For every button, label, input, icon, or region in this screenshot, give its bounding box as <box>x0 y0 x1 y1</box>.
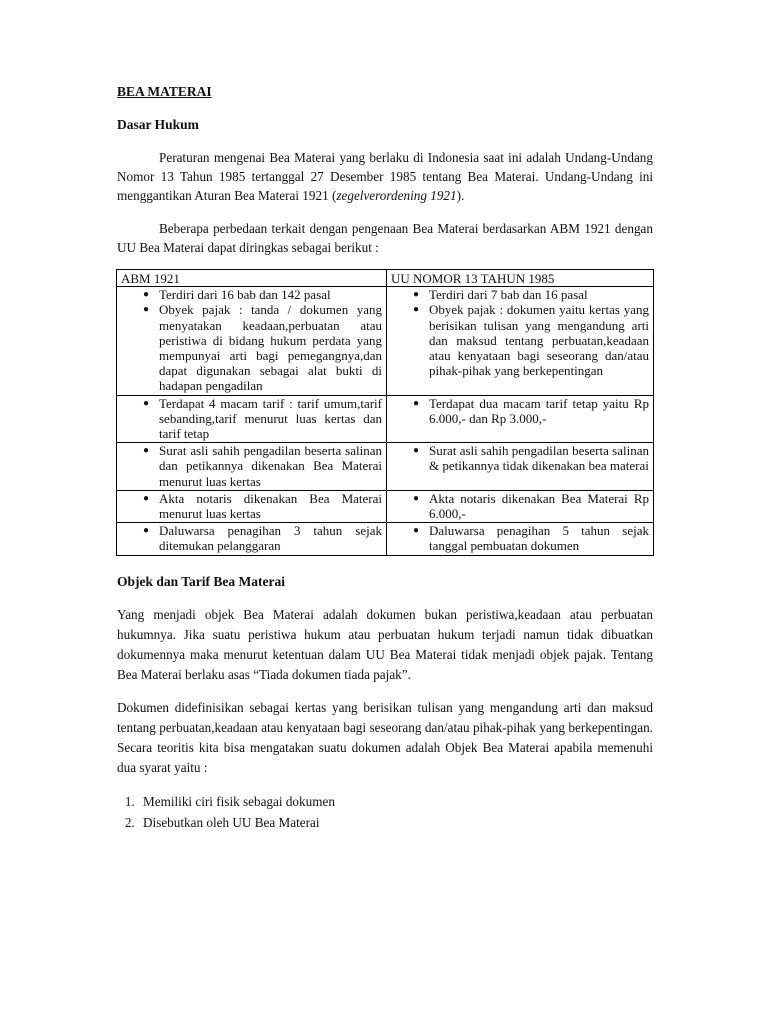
table-row <box>117 443 654 491</box>
list-item <box>391 443 649 473</box>
list-item-text: Daluwarsa penagihan 5 tahun sejak tanggal pembuatan dokumen <box>429 523 649 554</box>
list-item-text: Terdiri dari 7 bab dan 16 pasal <box>429 287 588 303</box>
table-row <box>117 490 654 522</box>
bullet-icon: ● <box>143 525 150 537</box>
list-item-text: Daluwarsa penagihan 3 tahun sejak ditemukan pelanggaran <box>159 523 382 554</box>
bullet-icon: ● <box>413 289 420 301</box>
bullet-icon: ● <box>143 289 150 301</box>
list-item <box>391 491 649 521</box>
document-title: BEA MATERAI <box>117 84 212 99</box>
table-row <box>117 395 654 443</box>
bullet-icon: ● <box>413 397 420 409</box>
table-row <box>117 287 654 395</box>
paragraph-comparison-intro: Beberapa perbedaan terkait dengan pengenaan Bea Materai berdasarkan ABM 1921 dengan UU Bea Materai dapat diringkas sebagai berikut : <box>117 221 653 255</box>
list-item <box>121 302 382 393</box>
table-header-row <box>117 270 654 287</box>
table-cell-left <box>117 443 387 491</box>
table-cell-left <box>117 523 387 555</box>
list-item <box>121 491 382 521</box>
table-cell-left <box>117 490 387 522</box>
list-item <box>391 287 649 302</box>
paragraph-object-definition: Yang menjadi objek Bea Materai adalah dokumen bukan peristiwa,keadaan atau perbuatan hukumnya. Jika suatu peristiwa hukum atau perbuatan hukum terjadi namun tidak dibuatkan dokumennya maka menurut ketentuan dalam UU Bea Materai tidak menjadi objek pajak. Tentang Bea Materai berlaku asas “Tiada dokumen tiada pajak”. <box>117 606 653 682</box>
list-item <box>391 396 649 426</box>
list-item: 2. Disebutkan oleh UU Bea Materai <box>138 812 653 833</box>
section-heading-objek-tarif: Objek dan Tarif Bea Materai <box>117 573 285 589</box>
table-header-uu-1985: UU NOMOR 13 TAHUN 1985 <box>387 270 654 287</box>
requirements-list <box>117 791 653 833</box>
table-header-abm-1921: ABM 1921 <box>117 270 387 287</box>
list-item-text: Obyek pajak : tanda / dokumen yang menyatakan keadaan,perbuatan atau peristiwa di bidang hukum perdata yang mempunyai arti bagi pemegangnya,dan dapat digunakan sebagai alat bukti di hadapan pengadilan <box>159 302 382 394</box>
bullet-icon: ● <box>413 525 420 537</box>
table-cell-right <box>387 523 654 555</box>
bullet-icon: ● <box>143 397 150 409</box>
table-row <box>117 523 654 555</box>
bullet-icon: ● <box>143 445 150 457</box>
bullet-icon: ● <box>143 304 150 316</box>
bullet-icon: ● <box>413 492 420 504</box>
table-cell-right <box>387 443 654 491</box>
list-item-text: Terdiri dari 16 bab dan 142 pasal <box>159 287 331 303</box>
paragraph-legal-basis <box>117 148 653 205</box>
list-item: 1. Memiliki ciri fisik sebagai dokumen <box>138 791 653 812</box>
paragraph-legal-basis-end: ). <box>456 188 465 203</box>
comparison-table <box>116 269 654 556</box>
list-item <box>391 523 649 553</box>
list-item-text: Akta notaris dikenakan Bea Materai Rp 6.000,- <box>429 490 649 522</box>
document-content <box>117 82 653 833</box>
table-cell-right <box>387 490 654 522</box>
list-item-text: Terdapat dua macam tarif tetap yaitu Rp 6.000,- dan Rp 3.000,- <box>429 395 649 426</box>
list-item-text: Surat asli sahih pengadilan beserta salinan dan petikannya dikenakan Bea Materai menurut luas kertas <box>159 443 382 489</box>
list-item-text: Obyek pajak : dokumen yaitu kertas yang berisikan tulisan yang mengandung arti dan maksud tentang perbuatan,keadaan atau kenyataan bagi seseorang dan/atau pihak-pihak yang berkepentingan <box>429 302 649 379</box>
bullet-icon: ● <box>413 445 420 457</box>
bullet-icon: ● <box>413 304 420 316</box>
paragraph-document-definition: Dokumen didefinisikan sebagai kertas yang berisikan tulisan yang mengandung arti dan maksud tentang perbuatan,keadaan atau kenyataan bagi seseorang dan/atau pihak-pihak yang berkepentingan. Secara teoritis kita bisa mengatakan suatu dokumen adalah Objek Bea Materai apabila memenuhi dua syarat yaitu : <box>117 699 653 775</box>
section-heading-dasar-hukum: Dasar Hukum <box>117 117 199 132</box>
list-item <box>121 523 382 553</box>
list-item-text: Surat asli sahih pengadilan beserta salinan & petikannya tidak dikenakan bea materai <box>429 443 649 474</box>
list-item-text: Akta notaris dikenakan Bea Materai menurut luas kertas <box>159 490 382 522</box>
table-cell-left <box>117 395 387 443</box>
table-cell-right <box>387 287 654 395</box>
paragraph-legal-basis-italic: zegelverordening 1921 <box>336 188 457 203</box>
list-item-text: Terdapat 4 macam tarif : tarif umum,tarif sebanding,tarif menurut luas kertas dan tarif tetap <box>159 395 382 442</box>
list-item <box>121 443 382 489</box>
list-item <box>121 287 382 302</box>
list-item <box>391 302 649 378</box>
list-item <box>121 396 382 442</box>
paragraph-legal-basis-text: Peraturan mengenai Bea Materai yang berlaku di Indonesia saat ini adalah Undang-Undang Nomor 13 Tahun 1985 tertanggal 27 Desember 1985 tentang Bea Materai. Undang-Undang ini menggantikan Aturan Bea Materai 1921 ( <box>117 150 653 203</box>
table-cell-right <box>387 395 654 443</box>
table-cell-left <box>117 287 387 395</box>
bullet-icon: ● <box>143 492 150 504</box>
